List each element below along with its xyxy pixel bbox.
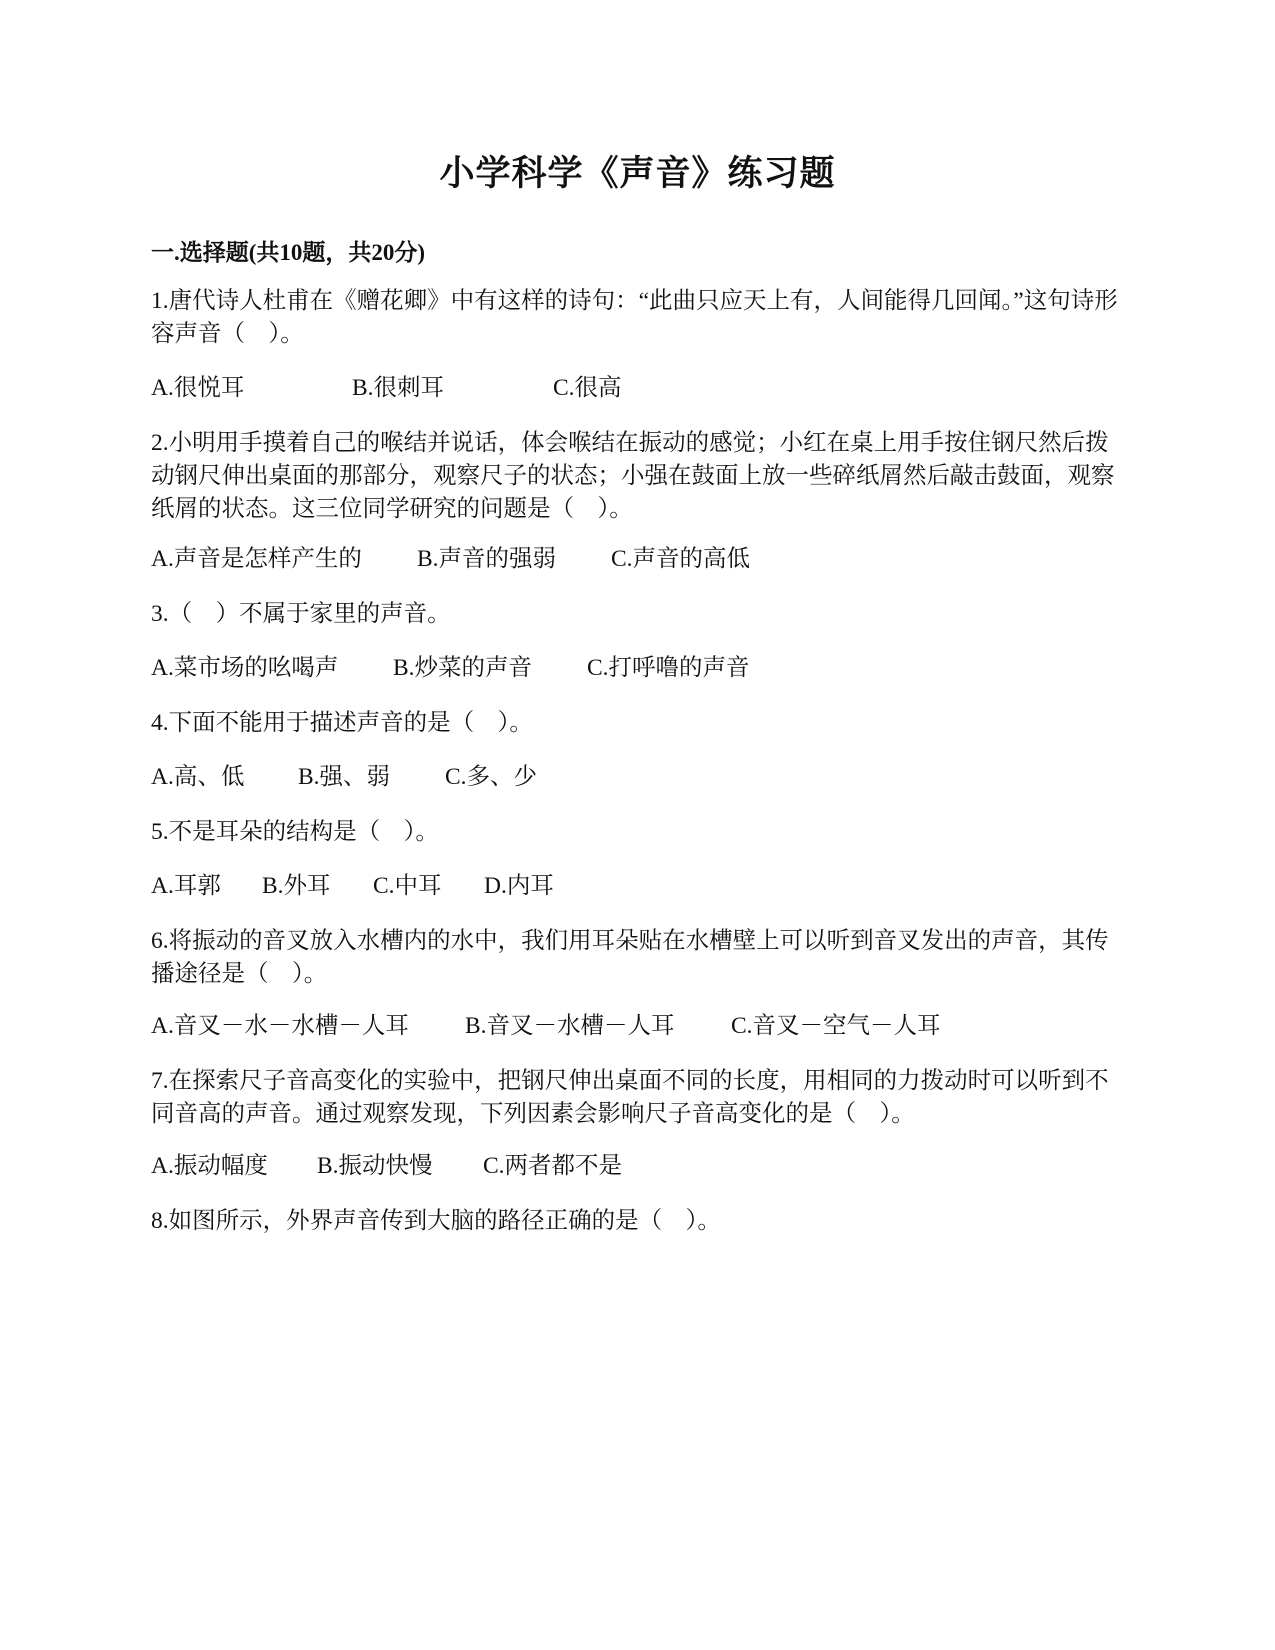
option-a: A.高、低 [151, 764, 245, 790]
option-b: B.炒菜的声音 [393, 655, 533, 681]
option-c: C.两者都不是 [483, 1153, 623, 1179]
question-2-options [151, 543, 750, 576]
option-c: C.多、少 [445, 764, 538, 790]
option-a: A.耳郭 [151, 873, 221, 899]
question-7-options [151, 1150, 622, 1183]
option-c: C.声音的高低 [611, 546, 751, 572]
question-7: 7.在探索尺子音高变化的实验中，把钢尺伸出桌面不同的长度，用相同的力拨动时可以听到不同音高的声音。通过观察发现，下列因素会影响尺子音高变化的是（ ）。 [151, 1068, 1109, 1127]
question-6: 6.将振动的音叉放入水槽内的水中，我们用耳朵贴在水槽壁上可以听到音叉发出的声音，其传播途径是（ ）。 [151, 928, 1109, 987]
question-4-options [151, 761, 537, 794]
option-c: C.打呼噜的声音 [587, 655, 750, 681]
option-c: C.很高 [553, 375, 622, 401]
section-heading: 一.选择题(共10题，共20分) [151, 240, 426, 265]
question-8: 8.如图所示，外界声音传到大脑的路径正确的是（ ）。 [151, 1208, 721, 1234]
option-b: B.声音的强弱 [417, 546, 557, 572]
question-1: 1.唐代诗人杜甫在《赠花卿》中有这样的诗句：“此曲只应天上有，人间能得几回闻。”这句诗形容声音（ ）。 [151, 288, 1118, 347]
option-a: A.音叉－水－水槽－人耳 [151, 1013, 409, 1039]
option-b: B.音叉－水槽－人耳 [465, 1013, 675, 1039]
question-6-options [151, 1010, 941, 1043]
option-b: B.振动快慢 [317, 1153, 433, 1179]
question-5: 5.不是耳朵的结构是（ ）。 [151, 819, 439, 845]
option-a: A.很悦耳 [151, 375, 245, 401]
question-5-options [151, 870, 554, 903]
question-3-options [151, 652, 750, 685]
page-title: 小学科学《声音》练习题 [439, 154, 836, 193]
question-2: 2.小明用手摸着自己的喉结并说话，体会喉结在振动的感觉；小红在桌上用手按住钢尺然后拨动钢尺伸出桌面的那部分，观察尺子的状态；小强在鼓面上放一些碎纸屑然后敲击鼓面，观察纸屑的状态。这三位同学研究的问题是（ ）。 [151, 430, 1115, 522]
question-3: 3.（ ）不属于家里的声音。 [151, 601, 451, 627]
option-a: A.振动幅度 [151, 1153, 268, 1179]
option-b: B.很刺耳 [352, 375, 445, 401]
option-b: B.强、弱 [298, 764, 391, 790]
option-d: D.内耳 [484, 873, 554, 899]
option-c: C.音叉－空气－人耳 [731, 1013, 941, 1039]
option-c: C.中耳 [373, 873, 442, 899]
question-1-options [151, 372, 622, 405]
option-a: A.菜市场的吆喝声 [151, 655, 339, 681]
option-b: B.外耳 [262, 873, 331, 899]
question-4: 4.下面不能用于描述声音的是（ ）。 [151, 710, 533, 736]
option-a: A.声音是怎样产生的 [151, 546, 362, 572]
